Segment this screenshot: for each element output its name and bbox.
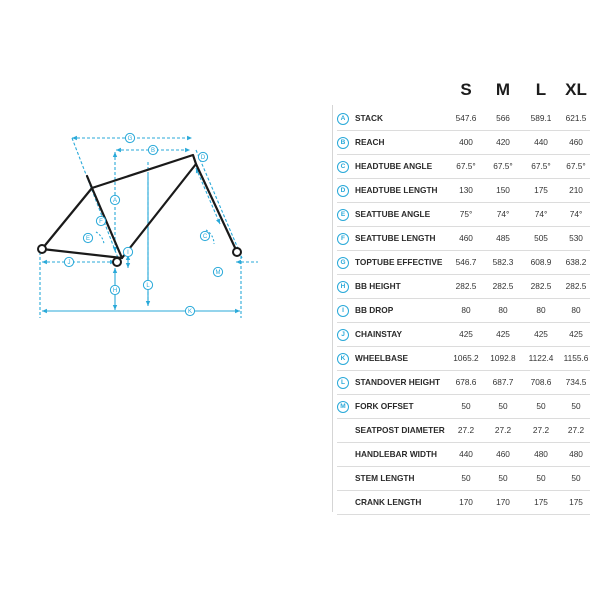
table-divider (332, 105, 333, 512)
row-value-l: 608.9 (530, 257, 552, 267)
size-header-m: M (495, 80, 511, 99)
row-label: HEADTUBE LENGTH (355, 185, 438, 195)
row-value-xl: 27.2 (567, 425, 585, 435)
diagram-badge-c (200, 231, 209, 240)
table-row (337, 371, 590, 395)
diagram-badge-a (110, 195, 119, 204)
row-badge: J (337, 329, 349, 341)
row-value-l: 50 (536, 473, 546, 483)
table-row (337, 347, 590, 371)
table-row (337, 275, 590, 299)
diagram-badge-letter: J (67, 260, 71, 267)
row-value-s: 1065.2 (453, 353, 479, 363)
row-value-l: 505 (534, 233, 548, 243)
size-header-xl: XL (565, 80, 587, 99)
diagram-badge-m (213, 267, 222, 276)
row-value-xl: 460 (569, 137, 583, 147)
row-label: BB HEIGHT (355, 281, 401, 291)
row-label: STACK (355, 113, 383, 123)
row-value-xl: 282.5 (565, 281, 587, 291)
table-row (337, 107, 590, 131)
row-value-l: 175 (534, 497, 548, 507)
row-value-l: 480 (534, 449, 548, 459)
row-value-m: 582.3 (492, 257, 514, 267)
row-value-m: 67.5° (493, 161, 513, 171)
row-value-m: 50 (498, 401, 508, 411)
row-value-xl: 734.5 (565, 377, 587, 387)
diagram-badge-letter: I (127, 250, 129, 257)
angle-arc-e (96, 232, 104, 244)
diagram-badge-k (185, 306, 194, 315)
row-value-m: 282.5 (492, 281, 514, 291)
row-value-xl: 80 (571, 305, 581, 315)
row-label: CRANK LENGTH (355, 497, 422, 507)
row-value-m: 170 (496, 497, 510, 507)
chainstay-tube (42, 249, 122, 258)
table-row (337, 491, 590, 515)
row-label: TOPTUBE EFFECTIVE (355, 257, 443, 267)
row-value-xl: 210 (569, 185, 583, 195)
row-value-m: 485 (496, 233, 510, 243)
dim-line-d (196, 168, 220, 224)
row-value-s: 67.5° (456, 161, 476, 171)
table-row (337, 323, 590, 347)
row-value-xl: 175 (569, 497, 583, 507)
diagram-badge-letter: B (150, 148, 156, 155)
diagram-badge-d (198, 152, 207, 161)
row-label: CHAINSTAY (355, 329, 403, 339)
row-value-m: 150 (496, 185, 510, 195)
diagram-badge-j (64, 257, 73, 266)
row-label: HANDLEBAR WIDTH (355, 449, 438, 459)
row-value-s: 50 (461, 401, 471, 411)
diagram-badge-letter: L (146, 283, 150, 290)
row-value-m: 50 (498, 473, 508, 483)
row-value-l: 708.6 (530, 377, 552, 387)
row-label: SEATTUBE LENGTH (355, 233, 436, 243)
row-badge: D (337, 185, 349, 197)
row-value-m: 687.7 (492, 377, 514, 387)
row-value-xl: 621.5 (565, 113, 587, 123)
table-row (337, 467, 590, 491)
row-value-s: 75° (459, 209, 473, 219)
row-value-l: 50 (536, 401, 546, 411)
row-badge: C (337, 161, 349, 173)
row-value-s: 80 (461, 305, 471, 315)
row-badge: I (337, 305, 349, 317)
diagram-badge-letter: M (215, 270, 221, 277)
row-badge: L (337, 377, 349, 389)
row-value-l: 282.5 (530, 281, 552, 291)
diagram-badge-i (123, 247, 132, 256)
row-value-m: 566 (496, 113, 510, 123)
table-row (337, 299, 590, 323)
table-row (337, 395, 590, 419)
size-header-l: L (535, 80, 547, 99)
row-badge: K (337, 353, 349, 365)
row-value-m: 27.2 (494, 425, 512, 435)
front-axle-icon (233, 248, 241, 256)
diagram-badge-g (125, 133, 134, 142)
row-value-xl: 638.2 (565, 257, 587, 267)
row-value-s: 282.5 (455, 281, 477, 291)
row-value-s: 546.7 (455, 257, 477, 267)
row-value-s: 50 (461, 473, 471, 483)
row-badge: A (337, 113, 349, 125)
diagram-badge-l (143, 280, 152, 289)
row-value-s: 440 (459, 449, 473, 459)
row-value-l: 1122.4 (528, 353, 554, 363)
row-label: STANDOVER HEIGHT (355, 377, 441, 387)
row-label: FORK OFFSET (355, 401, 414, 411)
row-value-m: 460 (496, 449, 510, 459)
row-value-l: 27.2 (532, 425, 550, 435)
diagram-badge-e (83, 233, 92, 242)
row-value-s: 678.6 (455, 377, 477, 387)
row-value-xl: 67.5° (566, 161, 586, 171)
row-value-l: 67.5° (531, 161, 551, 171)
row-value-xl: 74° (569, 209, 583, 219)
row-label: STEM LENGTH (355, 473, 415, 483)
row-value-s: 547.6 (455, 113, 477, 123)
bike-frame (42, 155, 237, 258)
rear-axle-icon (38, 245, 46, 253)
row-badge: B (337, 137, 349, 149)
diagram-badges (64, 133, 222, 315)
row-value-l: 74° (534, 209, 548, 219)
diagram-badge-b (148, 145, 157, 154)
diagram-badge-letter: C (202, 234, 208, 241)
frame-main-tubes (42, 155, 196, 258)
row-label: HEADTUBE ANGLE (355, 161, 433, 171)
diagram-badge-letter: K (187, 309, 193, 316)
diagram-badge-letter: H (112, 288, 118, 295)
row-value-m: 425 (496, 329, 510, 339)
fork-axis-line (196, 150, 242, 258)
row-label: REACH (355, 137, 385, 147)
row-value-l: 425 (534, 329, 548, 339)
diagram-badge-letter: F (99, 219, 103, 226)
table-row (337, 155, 590, 179)
row-value-xl: 480 (569, 449, 583, 459)
row-badge: F (337, 233, 349, 245)
row-value-l: 80 (536, 305, 546, 315)
size-header-s: S (460, 80, 472, 99)
row-value-m: 74° (496, 209, 510, 219)
row-badge: M (337, 401, 349, 413)
row-label: BB DROP (355, 305, 394, 315)
row-label: SEATPOST DIAMETER (355, 425, 445, 435)
row-value-s: 27.2 (457, 425, 475, 435)
table-row (337, 179, 590, 203)
row-value-s: 400 (459, 137, 473, 147)
diagram-badge-h (110, 285, 119, 294)
row-value-m: 1092.8 (490, 353, 516, 363)
row-value-xl: 425 (569, 329, 583, 339)
table-row (337, 419, 590, 443)
table-row (337, 227, 590, 251)
table-row (337, 443, 590, 467)
diagram-badge-f (96, 216, 105, 225)
table-row (337, 251, 590, 275)
table-row (337, 131, 590, 155)
row-value-xl: 50 (571, 473, 581, 483)
diagram-badge-letter: D (200, 155, 206, 162)
row-value-s: 130 (459, 185, 473, 195)
row-value-l: 175 (534, 185, 548, 195)
bottom-bracket-icon (113, 258, 121, 266)
row-divider (337, 514, 590, 515)
row-badge: G (337, 257, 349, 269)
seatpost (87, 176, 92, 188)
row-value-m: 80 (498, 305, 508, 315)
table-row (337, 203, 590, 227)
row-value-s: 460 (459, 233, 473, 243)
row-value-m: 420 (496, 137, 510, 147)
row-value-xl: 50 (571, 401, 581, 411)
row-value-xl: 530 (569, 233, 583, 243)
diagram-badge-letter: A (112, 198, 118, 205)
row-value-s: 170 (459, 497, 473, 507)
row-value-l: 440 (534, 137, 548, 147)
row-badge: H (337, 281, 349, 293)
row-value-s: 425 (459, 329, 473, 339)
row-label: SEATTUBE ANGLE (355, 209, 431, 219)
diagram-badge-letter: E (85, 236, 91, 243)
row-label: WHEELBASE (355, 353, 409, 363)
diagram-badge-letter: G (127, 136, 133, 143)
row-badge: E (337, 209, 349, 221)
row-value-xl: 1155.6 (563, 353, 589, 363)
row-value-l: 589.1 (530, 113, 552, 123)
